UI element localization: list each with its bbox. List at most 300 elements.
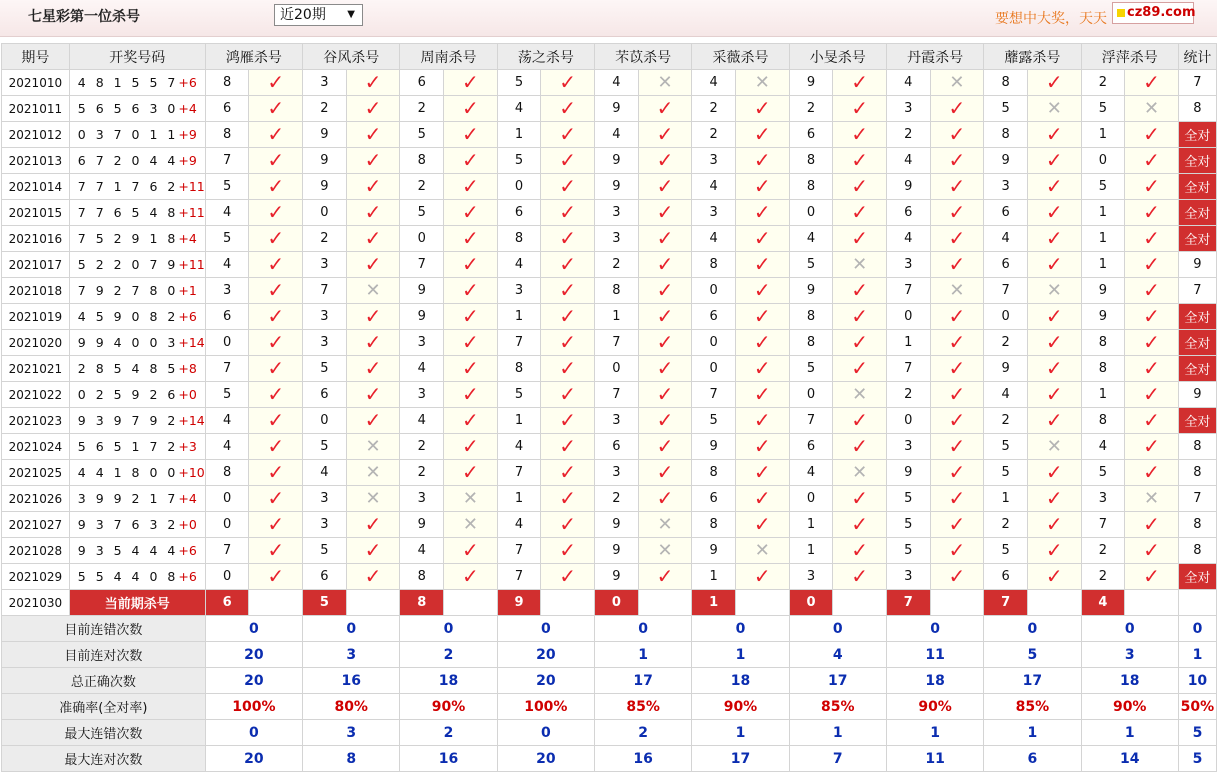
summary-label: 最大连错次数 — [2, 720, 206, 746]
check-icon: ✓ — [753, 96, 771, 120]
draw-numbers-cell — [69, 252, 205, 278]
draw-sum-offset: +4 — [178, 101, 197, 116]
check-icon: ✓ — [851, 304, 868, 328]
draw-numbers-cell — [69, 174, 205, 200]
stat-cell: 全对 — [1178, 226, 1216, 252]
result-cell — [930, 174, 984, 200]
kill-number-cell: 6 — [789, 434, 833, 460]
kill-number-cell: 9 — [303, 122, 347, 148]
stat-cell: 9 — [1178, 252, 1216, 278]
result-cell — [833, 200, 887, 226]
kill-number-cell: 9 — [400, 512, 444, 538]
draw-numbers: 9 3 7 6 3 2 — [77, 517, 179, 532]
result-cell — [444, 200, 498, 226]
result-cell — [541, 330, 595, 356]
result-cell — [444, 174, 498, 200]
check-icon: ✓ — [948, 122, 966, 146]
stat-cell: 7 — [1178, 278, 1216, 304]
kill-number-cell: 7 — [497, 460, 541, 486]
kill-number-cell: 1 — [692, 564, 736, 590]
draw-numbers: 5 6 5 1 7 2 — [77, 439, 179, 454]
period-range-select[interactable] — [274, 4, 363, 26]
result-cell — [541, 70, 595, 96]
check-icon: ✓ — [851, 122, 868, 146]
result-cell — [1027, 486, 1081, 512]
table-row — [2, 96, 1217, 122]
result-cell — [444, 486, 498, 512]
draw-sum-offset: +1 — [178, 283, 197, 298]
summary-value: 8 — [303, 746, 400, 772]
summary-value: 0 — [692, 616, 789, 642]
summary-label: 总正确次数 — [2, 668, 206, 694]
check-icon: ✓ — [656, 148, 674, 172]
summary-row — [2, 616, 1217, 642]
site-logo[interactable] — [1112, 2, 1194, 24]
stat-cell: 全对 — [1178, 408, 1216, 434]
summary-value: 4 — [789, 642, 886, 668]
table-row — [2, 70, 1217, 96]
cross-icon: ✕ — [949, 279, 965, 301]
kill-number-cell: 0 — [789, 382, 833, 408]
result-cell — [735, 330, 789, 356]
current-kill-number: 8 — [400, 590, 444, 616]
check-icon: ✓ — [1143, 278, 1160, 302]
result-cell — [1027, 252, 1081, 278]
check-icon: ✓ — [559, 408, 577, 432]
top-bar — [0, 0, 1217, 37]
kill-number-cell: 5 — [789, 252, 833, 278]
result-cell — [833, 174, 887, 200]
check-icon: ✓ — [851, 486, 868, 510]
kill-number-cell: 5 — [205, 174, 249, 200]
kill-number-cell: 1 — [1081, 200, 1125, 226]
kill-number-cell: 7 — [886, 278, 930, 304]
current-blank-cell — [249, 590, 303, 616]
summary-value: 20 — [205, 642, 302, 668]
check-icon: ✓ — [851, 408, 868, 432]
summary-label: 最大连对次数 — [2, 746, 206, 772]
result-cell — [638, 70, 692, 96]
summary-value: 1 — [1081, 720, 1178, 746]
kill-number-cell: 3 — [303, 252, 347, 278]
result-cell — [541, 278, 595, 304]
summary-value: 90% — [1081, 694, 1178, 720]
check-icon: ✓ — [1045, 148, 1063, 172]
check-icon: ✓ — [461, 200, 479, 224]
table-row — [2, 382, 1217, 408]
stat-cell: 全对 — [1178, 148, 1216, 174]
check-icon: ✓ — [461, 460, 479, 484]
summary-stat-value: 0 — [1178, 616, 1216, 642]
check-icon: ✓ — [1143, 304, 1160, 328]
draw-sum-offset: +6 — [178, 309, 197, 324]
stat-cell: 全对 — [1178, 174, 1216, 200]
stat-cell: 8 — [1178, 96, 1216, 122]
check-icon: ✓ — [267, 538, 285, 562]
check-icon: ✓ — [948, 96, 966, 120]
check-icon: ✓ — [364, 122, 382, 146]
kill-number-cell: 2 — [886, 122, 930, 148]
period-cell: 2021024 — [2, 434, 70, 460]
check-icon: ✓ — [1143, 122, 1160, 146]
check-icon: ✓ — [1045, 356, 1063, 380]
stat-cell: 8 — [1178, 512, 1216, 538]
result-cell — [930, 486, 984, 512]
result-cell — [444, 538, 498, 564]
cross-icon: ✕ — [754, 539, 770, 561]
check-icon: ✓ — [461, 278, 479, 302]
summary-value: 18 — [1081, 668, 1178, 694]
result-cell — [1125, 200, 1179, 226]
kill-number-cell: 1 — [497, 122, 541, 148]
summary-row — [2, 642, 1217, 668]
summary-value: 0 — [789, 616, 886, 642]
result-cell — [249, 304, 303, 330]
col-header-expert: 蘼露杀号 — [984, 44, 1081, 70]
kill-number-cell: 2 — [984, 512, 1028, 538]
kill-number-cell: 4 — [886, 148, 930, 174]
check-icon: ✓ — [267, 564, 285, 588]
kill-number-cell: 4 — [497, 252, 541, 278]
kill-number-cell: 5 — [303, 538, 347, 564]
kill-number-cell: 9 — [789, 278, 833, 304]
period-cell: 2021019 — [2, 304, 70, 330]
result-cell — [346, 226, 400, 252]
draw-sum-offset: +6 — [178, 543, 197, 558]
result-cell — [735, 278, 789, 304]
cross-icon: ✕ — [462, 487, 478, 509]
kill-number-cell: 1 — [789, 512, 833, 538]
result-cell — [833, 278, 887, 304]
summary-value: 2 — [400, 720, 497, 746]
result-cell — [444, 564, 498, 590]
result-cell — [833, 356, 887, 382]
check-icon: ✓ — [267, 356, 285, 380]
result-cell — [541, 512, 595, 538]
kill-number-cell: 5 — [984, 96, 1028, 122]
draw-numbers-cell — [69, 122, 205, 148]
draw-numbers: 5 5 4 4 0 8 — [77, 569, 179, 584]
result-cell — [930, 512, 984, 538]
draw-numbers: 7 7 6 5 4 8 — [77, 205, 179, 220]
summary-value: 0 — [400, 616, 497, 642]
check-icon: ✓ — [1143, 564, 1160, 588]
kill-number-cell: 8 — [692, 512, 736, 538]
draw-numbers-cell — [69, 408, 205, 434]
check-icon: ✓ — [656, 226, 674, 250]
stat-cell: 9 — [1178, 382, 1216, 408]
result-cell — [249, 356, 303, 382]
check-icon: ✓ — [267, 330, 285, 354]
result-cell — [249, 538, 303, 564]
kill-number-cell: 4 — [886, 226, 930, 252]
check-icon: ✓ — [1143, 538, 1160, 562]
table-row — [2, 486, 1217, 512]
kill-number-cell: 4 — [595, 122, 639, 148]
check-icon: ✓ — [753, 252, 771, 276]
table-row — [2, 538, 1217, 564]
draw-numbers: 4 8 1 5 5 7 — [77, 75, 179, 90]
summary-value: 2 — [595, 720, 692, 746]
draw-numbers-cell — [69, 96, 205, 122]
kill-number-cell: 3 — [886, 96, 930, 122]
result-cell — [541, 538, 595, 564]
result-cell — [249, 122, 303, 148]
check-icon: ✓ — [851, 564, 868, 588]
kill-number-cell: 4 — [1081, 434, 1125, 460]
check-icon: ✓ — [948, 330, 966, 354]
kill-number-cell: 3 — [303, 70, 347, 96]
cross-icon: ✕ — [365, 279, 381, 301]
col-header-expert: 丹霞杀号 — [886, 44, 983, 70]
result-cell — [1125, 70, 1179, 96]
kill-number-cell: 2 — [400, 434, 444, 460]
kill-number-cell: 4 — [400, 356, 444, 382]
result-cell — [541, 226, 595, 252]
kill-number-cell: 6 — [400, 70, 444, 96]
period-cell: 2021023 — [2, 408, 70, 434]
kill-number-cell: 0 — [692, 356, 736, 382]
current-kill-number: 0 — [595, 590, 639, 616]
draw-numbers: 9 9 4 0 0 3 — [77, 335, 179, 350]
check-icon: ✓ — [559, 122, 577, 146]
result-cell — [249, 174, 303, 200]
check-icon: ✓ — [559, 252, 577, 276]
period-cell: 2021022 — [2, 382, 70, 408]
kill-number-cell: 8 — [400, 148, 444, 174]
kill-number-cell: 3 — [886, 564, 930, 590]
check-icon: ✓ — [364, 304, 382, 328]
result-cell — [638, 434, 692, 460]
draw-numbers: 7 9 2 7 8 0 — [77, 283, 179, 298]
draw-numbers: 9 3 5 4 4 4 — [77, 543, 179, 558]
result-cell — [833, 538, 887, 564]
kill-number-cell: 8 — [400, 564, 444, 590]
chevron-down-icon: ▼ — [347, 9, 355, 20]
kill-number-cell: 6 — [205, 304, 249, 330]
current-blank-cell — [1125, 590, 1179, 616]
table-row — [2, 460, 1217, 486]
summary-value: 85% — [789, 694, 886, 720]
kill-number-cell: 3 — [595, 226, 639, 252]
kill-number-cell: 8 — [205, 460, 249, 486]
result-cell — [1125, 512, 1179, 538]
check-icon: ✓ — [1045, 122, 1063, 146]
result-cell — [1125, 122, 1179, 148]
kill-number-cell: 0 — [205, 512, 249, 538]
kill-number-cell: 2 — [400, 96, 444, 122]
page-title: 七星彩第一位杀号 — [28, 9, 140, 25]
summary-row — [2, 694, 1217, 720]
summary-label: 目前连错次数 — [2, 616, 206, 642]
kill-number-cell: 7 — [984, 278, 1028, 304]
check-icon: ✓ — [267, 96, 285, 120]
check-icon: ✓ — [1143, 512, 1160, 536]
check-icon: ✓ — [656, 564, 674, 588]
stat-cell: 8 — [1178, 434, 1216, 460]
result-cell — [1125, 148, 1179, 174]
check-icon: ✓ — [559, 564, 577, 588]
summary-value: 11 — [886, 642, 983, 668]
current-blank-cell — [444, 590, 498, 616]
check-icon: ✓ — [461, 122, 479, 146]
check-icon: ✓ — [656, 200, 674, 224]
kill-number-cell: 3 — [984, 174, 1028, 200]
result-cell — [444, 148, 498, 174]
result-cell — [1125, 226, 1179, 252]
kill-number-cell: 0 — [303, 408, 347, 434]
check-icon: ✓ — [948, 252, 966, 276]
result-cell — [444, 252, 498, 278]
stat-cell: 8 — [1178, 538, 1216, 564]
check-icon: ✓ — [461, 382, 479, 406]
result-cell — [541, 304, 595, 330]
summary-value: 80% — [303, 694, 400, 720]
table-row — [2, 304, 1217, 330]
result-cell — [1125, 434, 1179, 460]
kill-number-cell: 6 — [789, 122, 833, 148]
kill-number-cell: 9 — [1081, 278, 1125, 304]
check-icon: ✓ — [1143, 252, 1160, 276]
result-cell — [833, 486, 887, 512]
summary-value: 20 — [497, 642, 594, 668]
result-cell — [1125, 278, 1179, 304]
draw-numbers: 9 3 9 7 9 2 — [77, 413, 179, 428]
cross-icon: ✕ — [657, 539, 673, 561]
kill-number-cell: 5 — [886, 538, 930, 564]
kill-number-cell: 8 — [205, 70, 249, 96]
check-icon: ✓ — [1045, 174, 1063, 198]
period-cell: 2021025 — [2, 460, 70, 486]
current-period-cell: 2021030 — [2, 590, 70, 616]
result-cell — [930, 356, 984, 382]
result-cell — [1027, 434, 1081, 460]
kill-number-cell: 6 — [303, 382, 347, 408]
kill-number-cell: 5 — [497, 70, 541, 96]
result-cell — [833, 408, 887, 434]
check-icon: ✓ — [559, 278, 577, 302]
stat-cell: 8 — [1178, 460, 1216, 486]
result-cell — [930, 330, 984, 356]
period-cell: 2021012 — [2, 122, 70, 148]
check-icon: ✓ — [1045, 382, 1063, 406]
table-row — [2, 122, 1217, 148]
result-cell — [930, 252, 984, 278]
check-icon: ✓ — [267, 200, 285, 224]
check-icon: ✓ — [267, 408, 285, 432]
period-cell: 2021029 — [2, 564, 70, 590]
result-cell — [735, 460, 789, 486]
result-cell — [1027, 226, 1081, 252]
kill-number-cell: 9 — [692, 434, 736, 460]
kill-number-cell: 2 — [984, 330, 1028, 356]
kill-number-cell: 5 — [400, 122, 444, 148]
kill-number-cell: 4 — [595, 70, 639, 96]
check-icon: ✓ — [656, 278, 674, 302]
kill-number-cell: 3 — [692, 200, 736, 226]
slogan-text: 要想中大奖，天天 — [995, 11, 1107, 27]
kill-number-cell: 4 — [400, 408, 444, 434]
cross-icon: ✕ — [1046, 97, 1062, 119]
result-cell — [833, 564, 887, 590]
summary-value: 0 — [303, 616, 400, 642]
result-cell — [735, 70, 789, 96]
result-cell — [1125, 564, 1179, 590]
check-icon: ✓ — [1045, 70, 1063, 94]
result-cell — [930, 564, 984, 590]
kill-number-cell: 5 — [886, 512, 930, 538]
kill-number-cell: 1 — [1081, 382, 1125, 408]
stat-cell: 全对 — [1178, 564, 1216, 590]
check-icon: ✓ — [267, 304, 285, 328]
result-cell — [833, 512, 887, 538]
kill-number-cell: 9 — [595, 96, 639, 122]
kill-number-cell: 5 — [303, 356, 347, 382]
kill-number-cell: 1 — [1081, 252, 1125, 278]
result-cell — [249, 200, 303, 226]
kill-number-cell: 0 — [1081, 148, 1125, 174]
result-cell — [249, 226, 303, 252]
current-blank-cell — [930, 590, 984, 616]
result-cell — [444, 434, 498, 460]
check-icon: ✓ — [461, 226, 479, 250]
check-icon: ✓ — [948, 564, 966, 588]
result-cell — [1125, 382, 1179, 408]
result-cell — [1125, 486, 1179, 512]
draw-numbers-cell — [69, 434, 205, 460]
summary-value: 0 — [497, 616, 594, 642]
result-cell — [346, 538, 400, 564]
result-cell — [735, 356, 789, 382]
result-cell — [735, 200, 789, 226]
result-cell — [930, 200, 984, 226]
kill-number-cell: 3 — [595, 200, 639, 226]
kill-number-cell: 6 — [303, 564, 347, 590]
kill-number-cell: 8 — [692, 460, 736, 486]
draw-numbers: 4 4 1 8 0 0 — [77, 465, 179, 480]
kill-number-cell: 5 — [984, 460, 1028, 486]
cross-icon: ✕ — [365, 487, 381, 509]
kill-number-cell: 6 — [205, 96, 249, 122]
result-cell — [249, 486, 303, 512]
draw-numbers-cell — [69, 278, 205, 304]
summary-value: 85% — [984, 694, 1081, 720]
kill-number-cell: 4 — [789, 460, 833, 486]
kill-number-cell: 9 — [984, 148, 1028, 174]
check-icon: ✓ — [753, 564, 771, 588]
check-icon: ✓ — [753, 382, 771, 406]
check-icon: ✓ — [267, 70, 285, 94]
draw-sum-offset: +8 — [178, 361, 197, 376]
draw-numbers: 4 5 9 0 8 2 — [77, 309, 179, 324]
result-cell — [444, 70, 498, 96]
summary-value: 0 — [984, 616, 1081, 642]
period-cell: 2021027 — [2, 512, 70, 538]
kill-number-cell: 3 — [692, 148, 736, 174]
check-icon: ✓ — [559, 200, 577, 224]
result-cell — [1027, 122, 1081, 148]
result-cell — [541, 434, 595, 460]
check-icon: ✓ — [461, 408, 479, 432]
result-cell — [930, 148, 984, 174]
kill-number-cell: 9 — [303, 174, 347, 200]
kill-number-cell: 5 — [497, 148, 541, 174]
result-cell — [249, 460, 303, 486]
kill-number-cell: 5 — [692, 408, 736, 434]
kill-number-cell: 9 — [303, 148, 347, 174]
check-icon: ✓ — [461, 330, 479, 354]
kill-number-cell: 0 — [400, 226, 444, 252]
